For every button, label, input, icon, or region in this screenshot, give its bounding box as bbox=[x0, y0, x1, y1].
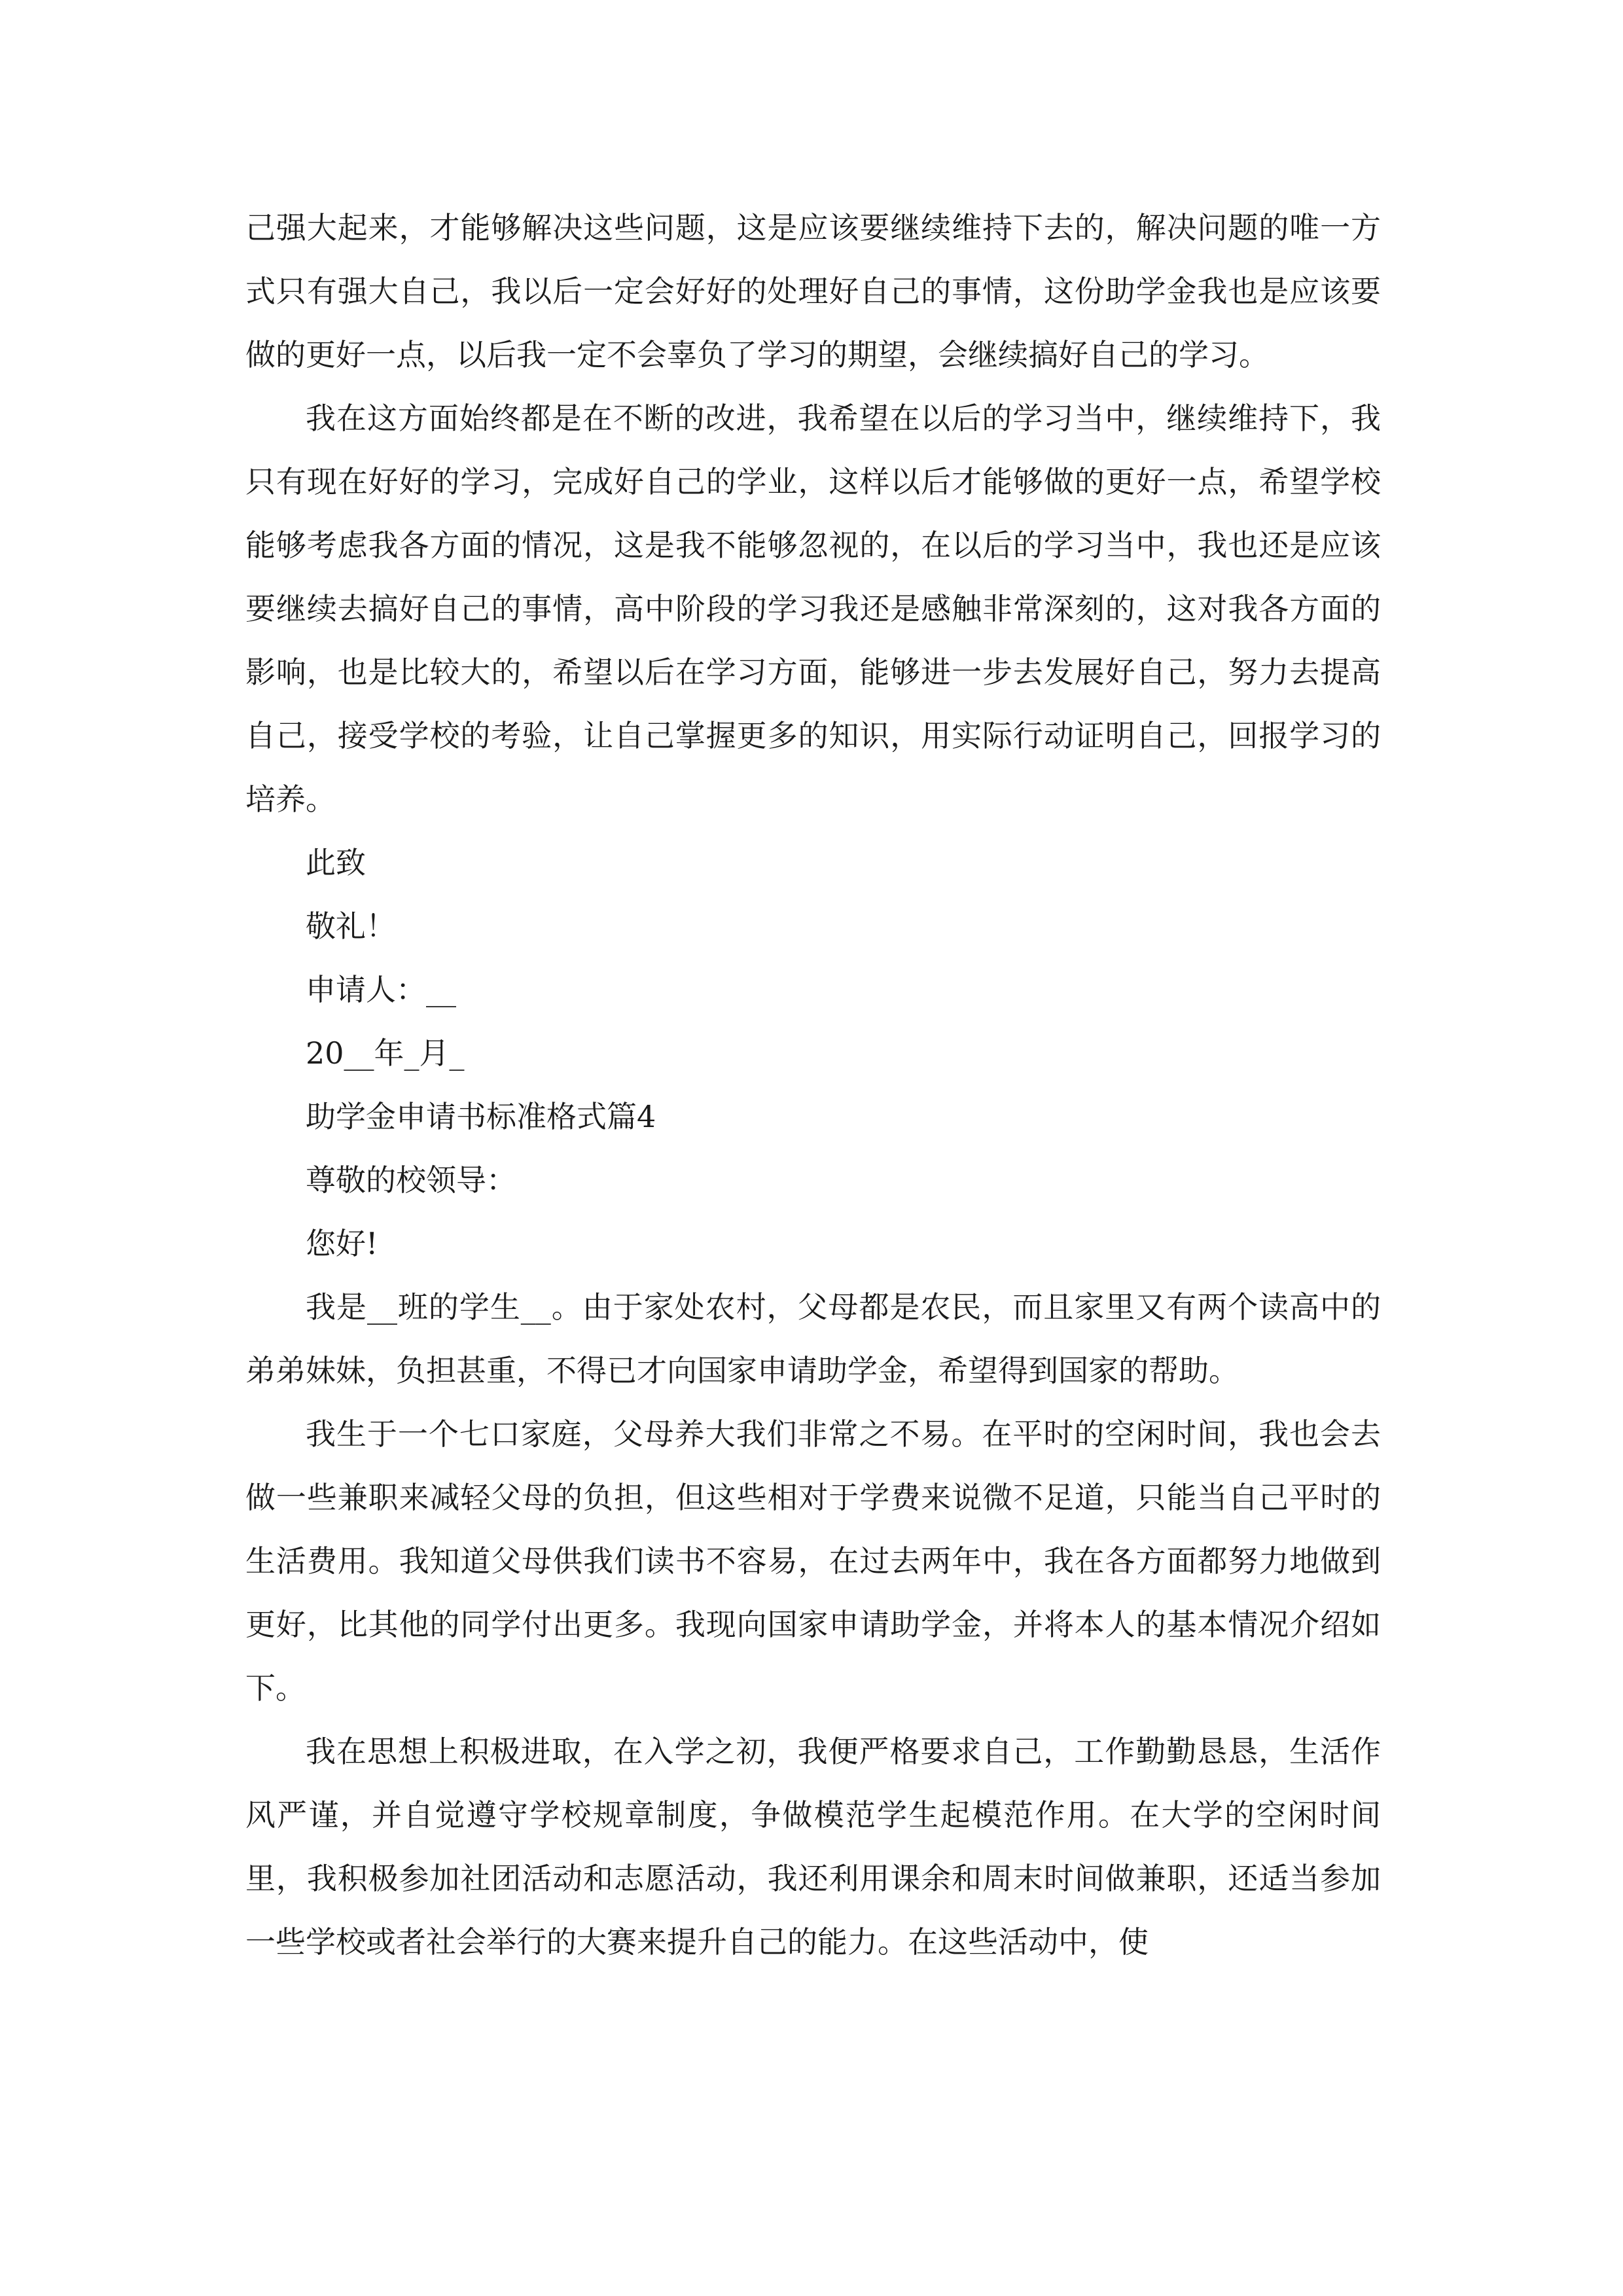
date-line: 20__年_月_ bbox=[306, 1035, 465, 1071]
paragraph-continued: 己强大起来，才能够解决这些问题，这是应该要继续维持下去的，解决问题的唯一方式只有强大自己，我以后一定会好好的处理好自己的事情，这份助学金我也是应该要做的更好一点，以后我一定不会辜负了学习的期望，会继续搞好自己的学习。 bbox=[245, 210, 1381, 372]
section-heading: 助学金申请书标准格式篇4 bbox=[306, 1099, 656, 1134]
paragraph-introduction: 我是__班的学生__。由于家处农村，父母都是农民，而且家里又有两个读高中的弟弟妹妹，负担甚重，不得已才向国家申请助学金，希望得到国家的帮助。 bbox=[245, 1289, 1381, 1388]
paragraph-improvement: 我在这方面始终都是在不断的改进，我希望在以后的学习当中，继续维持下，我只有现在好好的学习，完成好自己的学业，这样以后才能够做的更好一点，希望学校能够考虑我各方面的情况，这是我不能够忽视的，在以后的学习当中，我也还是应该要继续去搞好自己的事情，高中阶段的学习我还是感触非常深刻的，这对我各方面的影响，也是比较大的，希望以后在学习方面，能够进一步去发展好自己，努力去提高自己，接受学校的考验，让自己掌握更多的知识，用实际行动证明自己，回报学习的培养。 bbox=[245, 401, 1381, 817]
greeting-hello: 您好! bbox=[306, 1226, 378, 1261]
document-body bbox=[245, 196, 1381, 1974]
applicant-line: 申请人：__ bbox=[306, 972, 456, 1007]
closing-salutation: 此致 bbox=[306, 845, 366, 880]
closing-respect: 敬礼！ bbox=[306, 908, 396, 944]
greeting-addressee: 尊敬的校领导： bbox=[306, 1162, 516, 1198]
paragraph-conduct: 我在思想上积极进取，在入学之初，我便严格要求自己，工作勤勤恳恳，生活作风严谨，并自觉遵守学校规章制度，争做模范学生起模范作用。在大学的空闲时间里，我积极参加社团活动和志愿活动，我还利用课余和周末时间做兼职，还适当参加一些学校或者社会举行的大赛来提升自己的能力。在这些活动中，使 bbox=[245, 1734, 1381, 1960]
paragraph-family: 我生于一个七口家庭，父母养大我们非常之不易。在平时的空闲时间，我也会去做一些兼职来减轻父母的负担，但这些相对于学费来说微不足道，只能当自己平时的生活费用。我知道父母供我们读书不容易，在过去两年中，我在各方面都努力地做到更好，比其他的同学付出更多。我现向国家申请助学金，并将本人的基本情况介绍如下。 bbox=[245, 1416, 1381, 1706]
